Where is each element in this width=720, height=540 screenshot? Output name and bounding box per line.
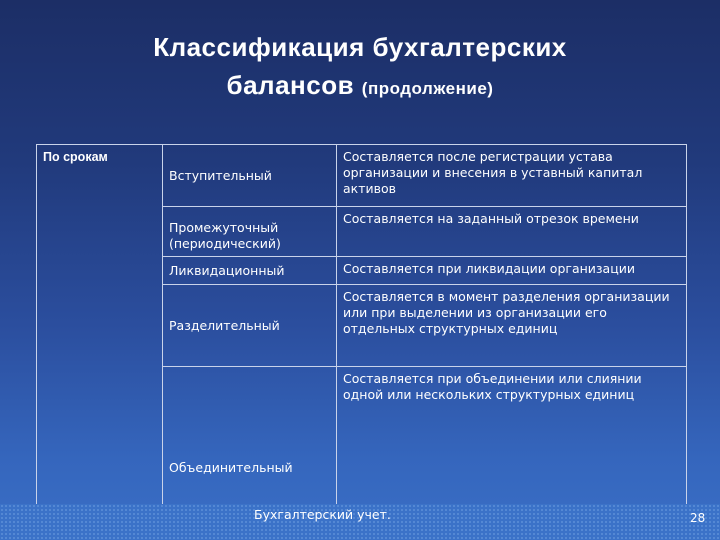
row-type-liquidation: Ликвидационный: [163, 257, 337, 285]
row-type-interim: Промежуточный (периодический): [163, 207, 337, 257]
row-desc-liquidation: Составляется при ликвидации организации: [337, 257, 687, 285]
footer-text: Бухгалтерский учет.: [254, 507, 391, 522]
table-row: [37, 145, 687, 207]
title-line-2-main: балансов: [226, 70, 355, 100]
page-number: 28: [690, 511, 706, 525]
group-label-cell: По срокам: [37, 145, 163, 513]
row-desc-introductory: Составляется после регистрации устава организации и внесения в уставный капитал активов: [337, 145, 687, 207]
title-line-1: Классификация бухгалтерских: [153, 32, 567, 62]
row-type-separation: Разделительный: [163, 285, 337, 367]
row-desc-separation: Составляется в момент разделения организации или при выделении из организации его отдельных структурных единиц: [337, 285, 687, 367]
title-subtitle: (продолжение): [361, 79, 494, 98]
title-line-2: [0, 66, 720, 108]
row-type-introductory: Вступительный: [163, 145, 337, 207]
slide-title: [0, 28, 720, 108]
row-desc-interim: Составляется на заданный отрезок времени: [337, 207, 687, 257]
row-type-merger: Объединительный: [163, 367, 337, 513]
row-desc-merger: Составляется при объединении или слиянии одной или нескольких структурных единиц: [337, 367, 687, 513]
classification-table: [36, 144, 687, 513]
